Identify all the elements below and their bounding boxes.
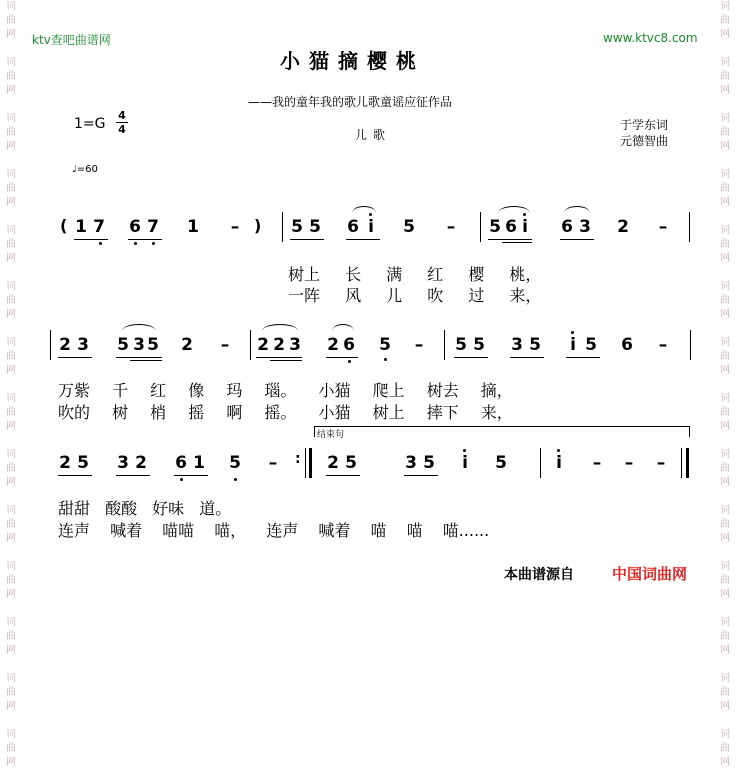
watermark-char: 网 bbox=[720, 365, 730, 376]
watermark-char: 曲 bbox=[6, 575, 16, 586]
genre-label: 儿歌 bbox=[355, 128, 392, 142]
source-label: 本曲谱源自 bbox=[504, 567, 574, 583]
watermark-char: 网 bbox=[6, 141, 16, 152]
watermark-char: 词 bbox=[720, 169, 730, 180]
lyrics-line-3-verse-1: 甜甜 酸酸 好味 道。 bbox=[58, 499, 232, 518]
watermark-char: 词 bbox=[6, 1, 16, 12]
watermark-char: 网 bbox=[720, 253, 730, 264]
paren-close: ) bbox=[254, 216, 262, 235]
lyrics-line-2-verse-1: 万紫 千 红 像 玛 瑙。 小猫 爬上 树去 摘， bbox=[58, 381, 513, 400]
watermark-char: 曲 bbox=[720, 743, 730, 754]
watermark-char: 曲 bbox=[720, 127, 730, 138]
composer: 元德智曲 bbox=[620, 134, 669, 148]
watermark-char: 网 bbox=[720, 141, 730, 152]
watermark-char: 网 bbox=[720, 533, 730, 544]
watermark-char: 网 bbox=[720, 589, 730, 600]
watermark-char: 词 bbox=[6, 729, 16, 740]
watermark-char: 词 bbox=[720, 225, 730, 236]
watermark-char: 网 bbox=[720, 757, 730, 768]
watermark-char: 曲 bbox=[6, 631, 16, 642]
watermark-char: 网 bbox=[6, 365, 16, 376]
watermark-char: 词 bbox=[6, 617, 16, 628]
lyricist: 于学东词 bbox=[620, 118, 669, 132]
watermark-char: 词 bbox=[6, 449, 16, 460]
watermark-char: 词 bbox=[720, 113, 730, 124]
watermark-char: 曲 bbox=[720, 463, 730, 474]
watermark-char: 词 bbox=[6, 113, 16, 124]
watermark-left bbox=[4, 0, 18, 784]
watermark-char: 曲 bbox=[720, 407, 730, 418]
watermark-char: 曲 bbox=[6, 687, 16, 698]
watermark-char: 曲 bbox=[6, 295, 16, 306]
watermark-char: 网 bbox=[720, 421, 730, 432]
source-site-link[interactable]: 中国词曲网 bbox=[612, 565, 688, 583]
lyrics-line-1-verse-2: 一阵 风 儿 吹 过 来， bbox=[288, 286, 542, 305]
watermark-char: 词 bbox=[6, 169, 16, 180]
watermark-char: 网 bbox=[720, 645, 730, 656]
watermark-char: 网 bbox=[720, 29, 730, 40]
watermark-char: 曲 bbox=[6, 71, 16, 82]
ending-bracket bbox=[314, 426, 690, 437]
watermark-char: 曲 bbox=[720, 183, 730, 194]
watermark-char: 网 bbox=[6, 533, 16, 544]
watermark-char: 网 bbox=[6, 645, 16, 656]
key-signature: 1=G bbox=[74, 116, 106, 132]
watermark-char: 曲 bbox=[720, 295, 730, 306]
watermark-char: 词 bbox=[6, 393, 16, 404]
watermark-char: 网 bbox=[6, 197, 16, 208]
watermark-char: 网 bbox=[720, 85, 730, 96]
watermark-char: 网 bbox=[6, 757, 16, 768]
watermark-char: 词 bbox=[720, 1, 730, 12]
site-link-left[interactable]: ktv查吧曲谱网 bbox=[32, 33, 111, 47]
watermark-char: 词 bbox=[6, 337, 16, 348]
watermark-char: 曲 bbox=[6, 183, 16, 194]
watermark-char: 网 bbox=[6, 29, 16, 40]
lyrics-line-2-verse-2: 吹的 树 梢 摇 啊 摇。 小猫 树上 摔下 来， bbox=[58, 403, 513, 422]
watermark-char: 曲 bbox=[6, 15, 16, 26]
ending-label: 结束句 bbox=[317, 430, 345, 440]
watermark-char: 词 bbox=[6, 505, 16, 516]
watermark-char: 网 bbox=[6, 309, 16, 320]
watermark-char: 网 bbox=[6, 477, 16, 488]
time-bottom: 4 bbox=[118, 123, 126, 136]
lyrics-line-3-verse-2: 连声 喊着 喵喵 喵， 连声 喊着 喵 喵 喵...... bbox=[58, 521, 490, 540]
watermark-char: 曲 bbox=[6, 407, 16, 418]
watermark-char: 曲 bbox=[6, 351, 16, 362]
watermark-char: 词 bbox=[720, 617, 730, 628]
watermark-char: 网 bbox=[720, 477, 730, 488]
watermark-char: 词 bbox=[720, 505, 730, 516]
song-title: 小猫摘樱桃 bbox=[280, 49, 425, 73]
watermark-char: 曲 bbox=[720, 351, 730, 362]
watermark-char: 曲 bbox=[6, 519, 16, 530]
watermark-char: 曲 bbox=[720, 631, 730, 642]
watermark-char: 词 bbox=[720, 729, 730, 740]
watermark-char: 曲 bbox=[720, 239, 730, 250]
watermark-char: 词 bbox=[6, 225, 16, 236]
song-subtitle: ——我的童年我的歌儿歌童谣应征作品 bbox=[248, 95, 453, 109]
watermark-char: 曲 bbox=[720, 519, 730, 530]
watermark-char: 曲 bbox=[6, 463, 16, 474]
watermark-char: 词 bbox=[6, 57, 16, 68]
watermark-char: 曲 bbox=[720, 687, 730, 698]
watermark-char: 曲 bbox=[720, 575, 730, 586]
watermark-char: 词 bbox=[720, 393, 730, 404]
watermark-char: 网 bbox=[6, 589, 16, 600]
watermark-right bbox=[718, 0, 732, 784]
watermark-char: 词 bbox=[720, 337, 730, 348]
watermark-char: 曲 bbox=[6, 127, 16, 138]
watermark-char: 网 bbox=[6, 85, 16, 96]
tempo-mark: ♩=60 bbox=[72, 164, 98, 175]
watermark-char: 词 bbox=[720, 449, 730, 460]
watermark-char: 网 bbox=[6, 253, 16, 264]
time-signature bbox=[116, 110, 128, 135]
watermark-char: 网 bbox=[720, 309, 730, 320]
watermark-char: 词 bbox=[6, 561, 16, 572]
lyrics-line-1-verse-1: 树上 长 满 红 樱 桃， bbox=[288, 265, 542, 284]
watermark-char: 词 bbox=[720, 57, 730, 68]
watermark-char: 网 bbox=[720, 701, 730, 712]
watermark-char: 曲 bbox=[720, 71, 730, 82]
paren-open: ( bbox=[60, 216, 68, 235]
time-top: 4 bbox=[118, 109, 126, 122]
watermark-char: 词 bbox=[720, 673, 730, 684]
watermark-char: 词 bbox=[6, 673, 16, 684]
site-link-right[interactable]: www.ktvc8.com bbox=[603, 31, 698, 45]
watermark-char: 曲 bbox=[6, 743, 16, 754]
watermark-char: 词 bbox=[720, 561, 730, 572]
watermark-char: 曲 bbox=[720, 15, 730, 26]
watermark-char: 网 bbox=[6, 421, 16, 432]
watermark-char: 曲 bbox=[6, 239, 16, 250]
watermark-char: 网 bbox=[720, 197, 730, 208]
watermark-char: 词 bbox=[6, 281, 16, 292]
watermark-char: 词 bbox=[720, 281, 730, 292]
watermark-char: 网 bbox=[6, 701, 16, 712]
